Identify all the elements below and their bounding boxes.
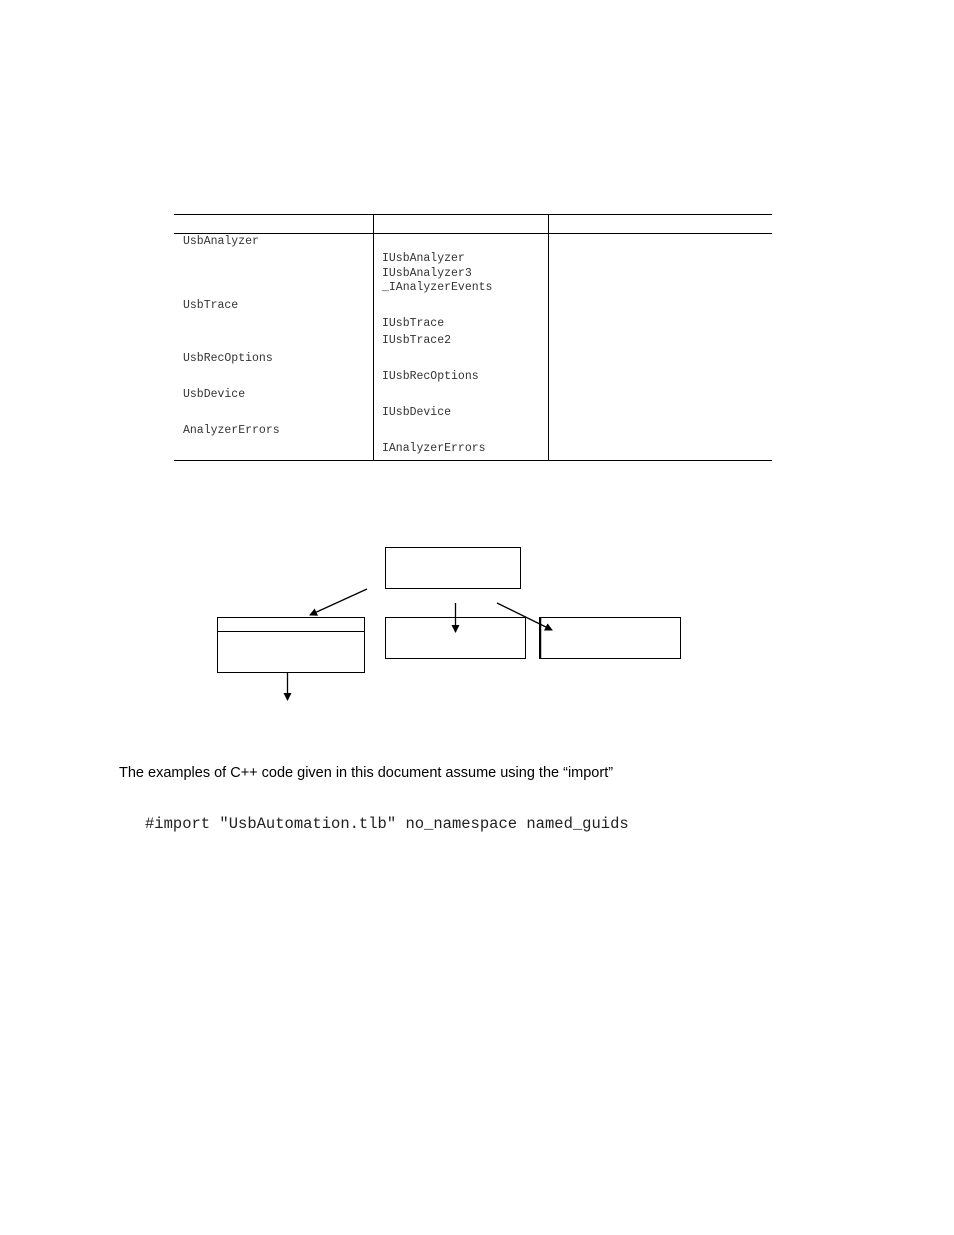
diagram-box-left	[218, 618, 365, 673]
diagram-box-right	[540, 618, 681, 659]
table-bottom-rule	[174, 460, 772, 461]
diagram-arrow-to-right	[497, 603, 552, 630]
table-cell-interface: IUsbDevice	[382, 406, 452, 419]
table-cell-interface: IUsbAnalyzer3	[382, 267, 472, 280]
table-cell-interface: IUsbTrace	[382, 317, 445, 330]
table-cell-interface: IUsbAnalyzer	[382, 252, 465, 265]
table-cell-object: UsbTrace	[183, 299, 239, 312]
import-code-line: #import "UsbAutomation.tlb" no_namespace named_guids	[145, 815, 629, 833]
table-column-divider-1	[373, 214, 374, 461]
table-header-rule	[174, 233, 772, 234]
table-top-rule	[174, 214, 772, 215]
diagram-arrow-to-left	[310, 589, 367, 615]
diagram-box-middle	[386, 618, 526, 659]
table-cell-interface: IUsbTrace2	[382, 334, 452, 347]
table-cell-interface: _IAnalyzerEvents	[382, 281, 493, 294]
table-cell-object: UsbDevice	[183, 388, 246, 401]
table-cell-object: UsbRecOptions	[183, 352, 273, 365]
table-column-divider-2	[548, 214, 549, 461]
table-cell-object: UsbAnalyzer	[183, 235, 259, 248]
table-cell-interface: IUsbRecOptions	[382, 370, 479, 383]
intro-paragraph: The examples of C++ code given in this document assume using the “import”	[119, 765, 614, 781]
table-cell-object: AnalyzerErrors	[183, 424, 280, 437]
diagram-box-root	[386, 548, 521, 589]
object-interface-table	[174, 214, 772, 461]
table-cell-interface: IAnalyzerErrors	[382, 442, 486, 455]
